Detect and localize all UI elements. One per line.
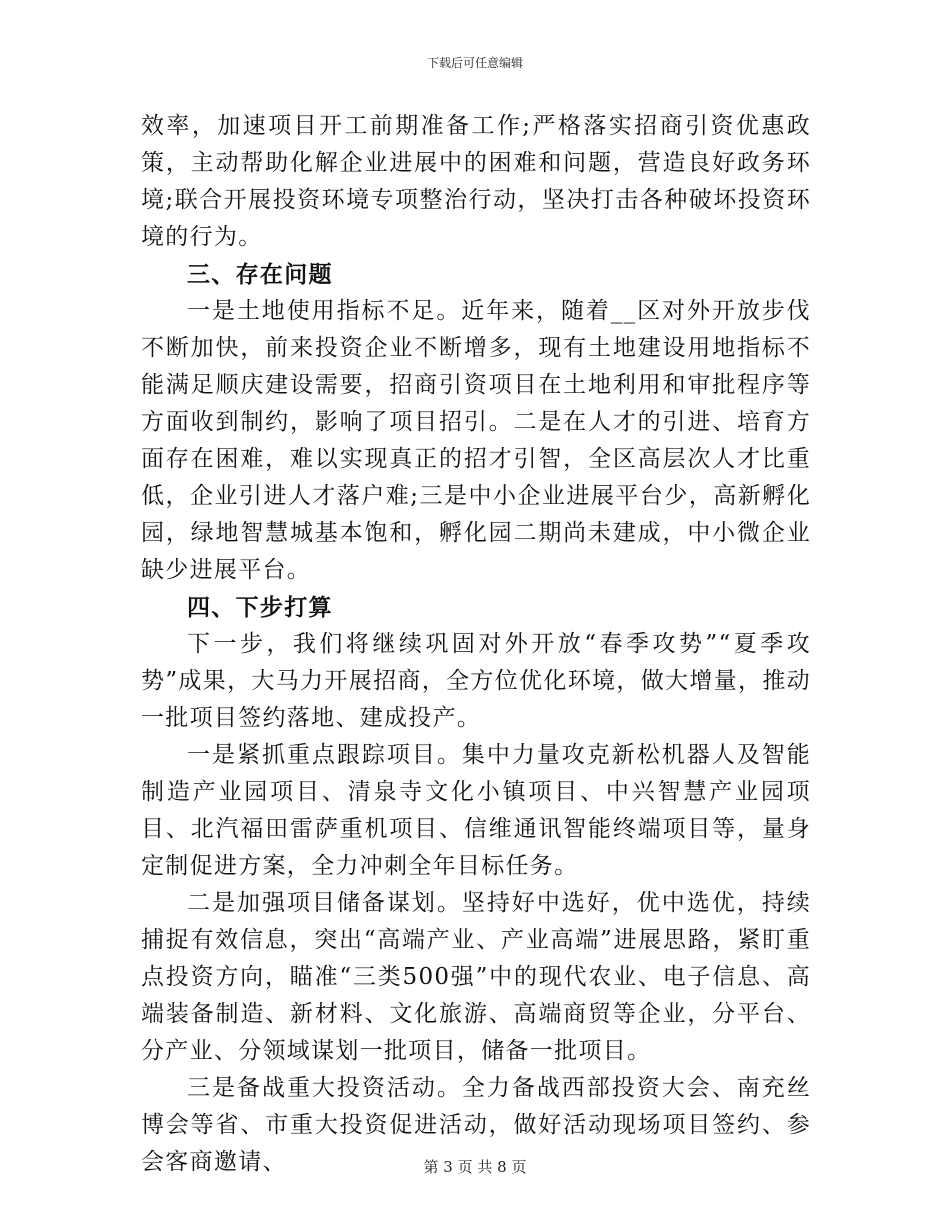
paragraph-investment-events: 三是备战重大投资活动。全力备战西部投资大会、南充丝博会等省、市重大投资促进活动，做好活动现场项目签约、参会客商邀请、 (141, 1075, 811, 1175)
paragraph-project-reserve: 二是加强项目储备谋划。坚持好中选好，优中选优，持续捕捉有效信息，突出“高端产业、产业高端”进展思路，紧盯重点投资方向，瞄准“三类500强”中的现代农业、电子信息、高端装备制造、新材料、文化旅游、高端商贸等企业，分平台、分产业、分领域谋划一批项目，储备一批项目。 (141, 890, 811, 1064)
document-body (141, 108, 811, 1181)
paragraph-continued: 效率，加速项目开工前期准备工作;严格落实招商引资优惠政策，主动帮助化解企业进展中的困难和问题，营造良好政务环境;联合开展投资环境专项整治行动，坚决打击各种破坏投资环境的行为。 (141, 113, 811, 250)
page-header: 下载后可任意编辑 (426, 56, 523, 70)
paragraph-problems: 一是土地使用指标不足。近年来，随着__区对外开放步伐不断加快，前来投资企业不断增多，现有土地建设用地指标不能满足顺庆建设需要，招商引资项目在土地利用和审批程序等方面收到制约，影响了项目招引。二是在人才的引进、培育方面存在困难，难以实现真正的招才引智，全区高层次人才比重低，企业引进人才落户难;三是中小企业进展平台少，高新孵化园，绿地智慧城基本饱和，孵化园二期尚未建成，中小微企业缺少进展平台。 (141, 298, 811, 583)
paragraph-key-projects: 一是紧抓重点跟踪项目。集中力量攻克新松机器人及智能制造产业园项目、清泉寺文化小镇项目、中兴智慧产业园项目、北汽福田雷萨重机项目、信维通讯智能终端项目等，量身定制促进方案，全力冲刺全年目标任务。 (141, 742, 811, 879)
section-heading-next-steps: 四、下步打算 (187, 594, 333, 621)
section-heading-problems: 三、存在问题 (187, 261, 333, 288)
page-number-footer: 第 3 页 共 8 页 (423, 1158, 527, 1176)
paragraph-next-steps-intro: 下一步，我们将继续巩固对外开放“春季攻势”“夏季攻势”成果，大马力开展招商，全方位优化环境，做大增量，推动一批项目签约落地、建成投产。 (141, 631, 811, 731)
